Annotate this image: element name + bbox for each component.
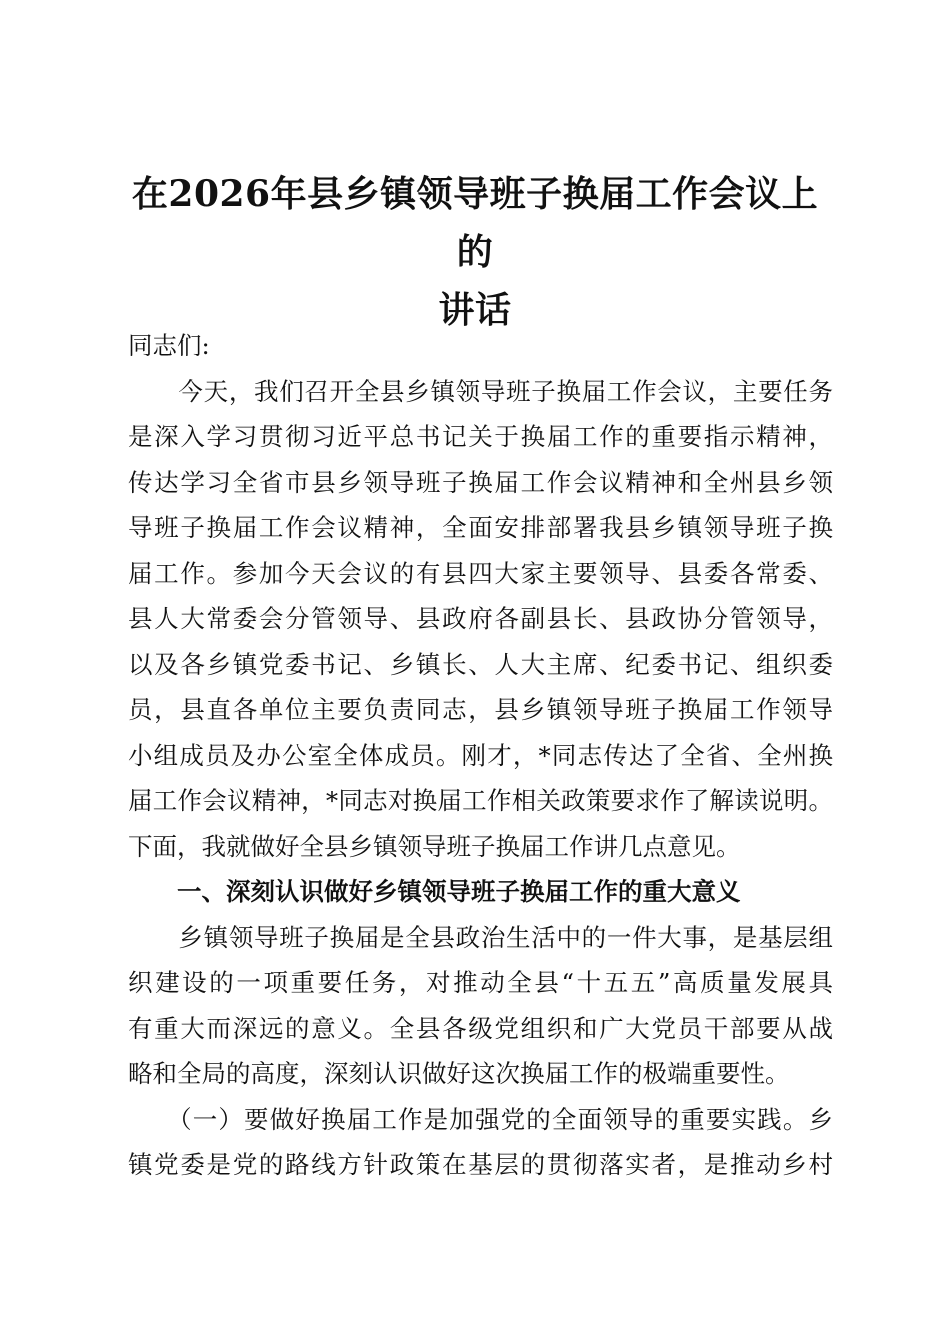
text-line: 织建设的一项重要任务，对推动全县“十五五”高质量发展具	[128, 968, 833, 997]
document-title	[120, 165, 830, 339]
text-line: 下面，我就做好全县乡镇领导班子换届工作讲几点意见。	[128, 831, 741, 861]
text-line: 小组成员及办公室全体成员。刚才，*同志传达了全省、全州换	[128, 740, 833, 770]
text-line: 镇党委是党的路线方针政策在基层的贯彻落实者，是推动乡村	[128, 1150, 833, 1179]
text-line: 是深入学习贯彻习近平总书记关于换届工作的重要指示精神，	[128, 422, 833, 451]
document-body	[128, 323, 833, 1188]
text-line: 略和全局的高度，深刻认识做好这次换届工作的极端重要性。	[128, 1059, 790, 1088]
text-line: 以及各乡镇党委书记、乡镇长、人大主席、纪委书记、组织委	[128, 649, 833, 679]
text-line: 有重大而深远的意义。全县各级党组织和广大党员干部要从战	[128, 1013, 833, 1043]
section-heading: 一、深刻认识做好乡镇领导班子换届工作的重大意义	[128, 877, 741, 906]
text-line: 今天，我们召开全县乡镇领导班子换届工作会议，主要任务	[128, 376, 833, 406]
text-line: 届工作会议精神，*同志对换届工作相关政策要求作了解读说明。	[128, 786, 833, 815]
text-line: 乡镇领导班子换届是全县政治生活中的一件大事，是基层组	[128, 922, 833, 952]
title-line-1: 在2026年县乡镇领导班子换届工作会议上的	[131, 173, 819, 273]
title-line-2: 讲话	[438, 289, 512, 331]
text-line: （一）要做好换届工作是加强党的全面领导的重要实践。乡	[128, 1104, 833, 1134]
text-line: 县人大常委会分管领导、县政府各副县长、县政协分管领导，	[128, 604, 833, 633]
text-line: 导班子换届工作会议精神，全面安排部署我县乡镇领导班子换	[128, 513, 833, 542]
text-line: 届工作。参加今天会议的有县四大家主要领导、县委各常委、	[128, 558, 833, 588]
text-line: 同志们:	[128, 331, 210, 360]
text-line: 员，县直各单位主要负责同志，县乡镇领导班子换届工作领导	[128, 695, 833, 724]
text-line: 传达学习全省市县乡领导班子换届工作会议精神和全州县乡领	[128, 467, 833, 497]
